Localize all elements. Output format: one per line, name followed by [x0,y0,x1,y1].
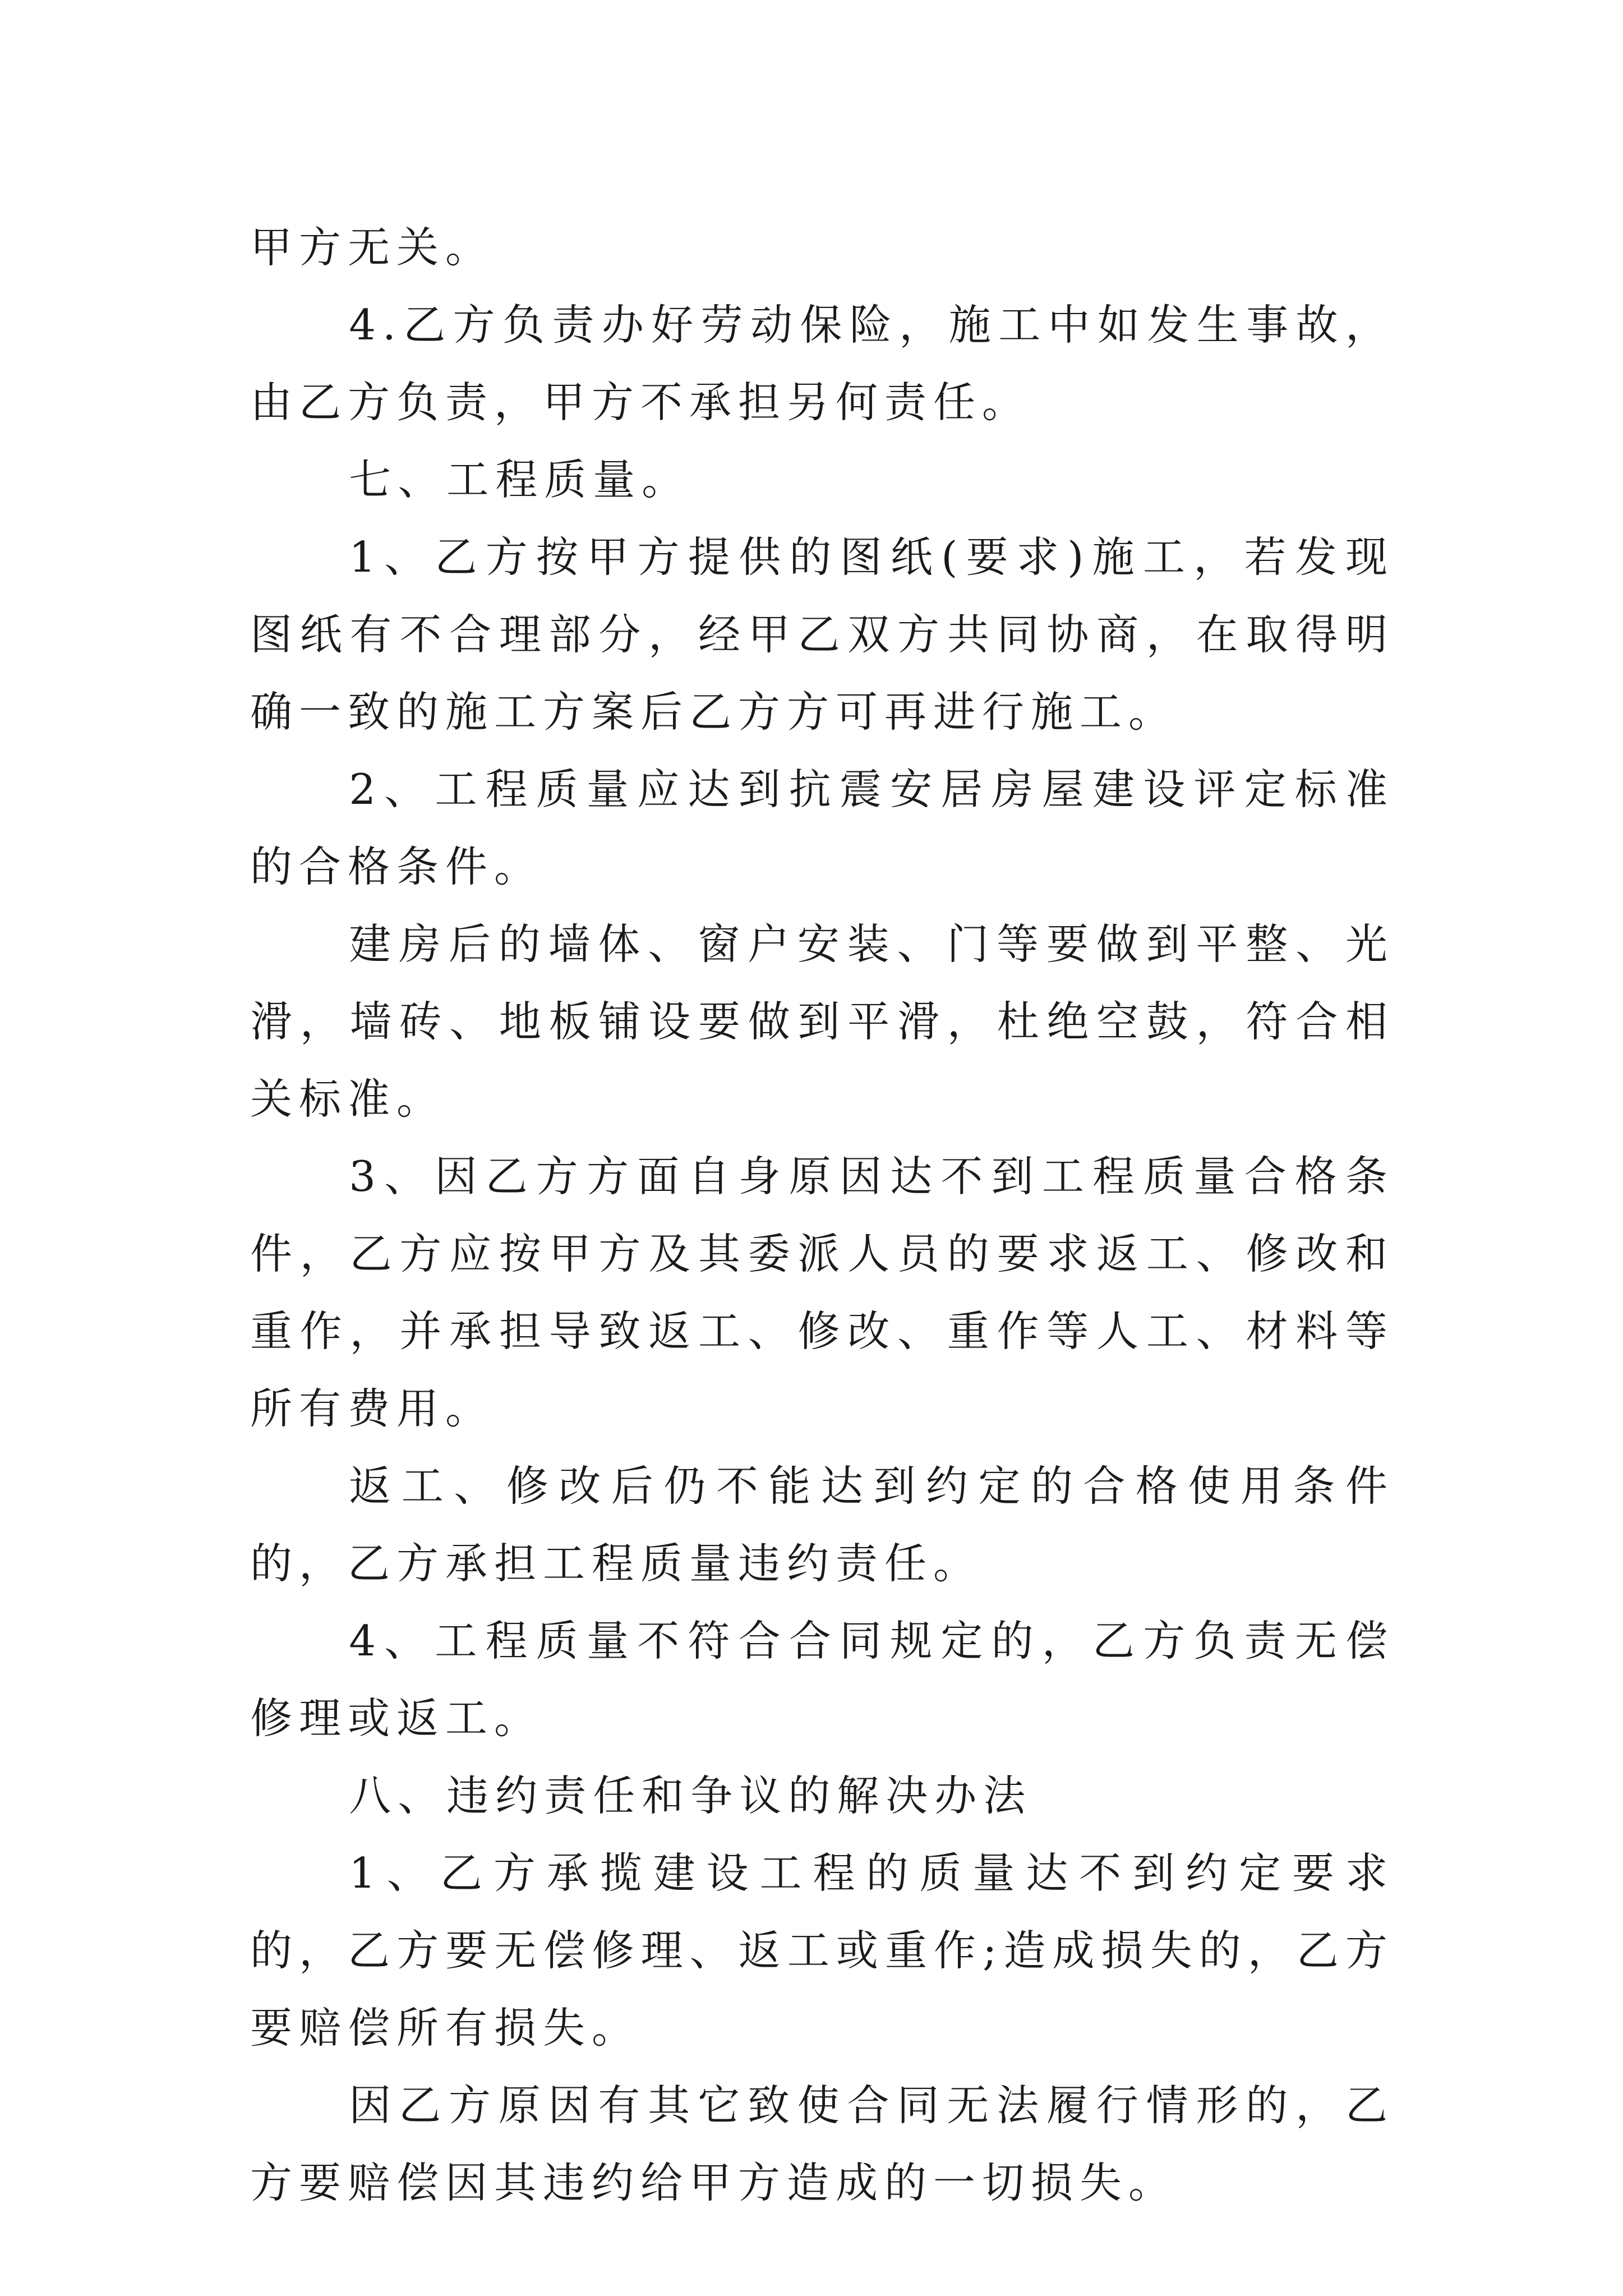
paragraph-labor-insurance: 4.乙方负责办好劳动保险，施工中如发生事故，由乙方负责，甲方不承担另何责任。 [250,300,1394,427]
document-body [250,209,1394,2221]
paragraph-liability-1-detail: 因乙方原因有其它致使合同无法履行情形的，乙方要赔偿因其违约给甲方造成的一切损失。 [250,2081,1394,2207]
paragraph-liability-1: 1、乙方承揽建设工程的质量达不到约定要求的，乙方要无偿修理、返工或重作;造成损失的，乙方要赔偿所有损失。 [250,1848,1394,2053]
paragraph-quality-1: 1、乙方按甲方提供的图纸(要求)施工，若发现图纸有不合理部分，经甲乙双方共同协商，在取得明确一致的施工方案后乙方方可再进行施工。 [250,532,1394,737]
section-heading-liability: 八、违约责任和争议的解决办法 [349,1771,1032,1820]
paragraph-continuation: 甲方无关。 [250,223,495,272]
paragraph-quality-2: 2、工程质量应达到抗震安居房屋建设评定标准的合格条件。 [250,765,1394,891]
section-heading-quality: 七、工程质量。 [349,455,691,504]
paragraph-quality-2-detail: 建房后的墙体、窗户安装、门等要做到平整、光滑，墙砖、地板铺设要做到平滑，杜绝空鼓，符合相关标准。 [250,919,1394,1124]
paragraph-quality-3: 3、因乙方方面自身原因达不到工程质量合格条件，乙方应按甲方及其委派人员的要求返工、修改和重作，并承担导致返工、修改、重作等人工、材料等所有费用。 [250,1152,1394,1433]
paragraph-quality-3-detail: 返工、修改后仍不能达到约定的合格使用条件的，乙方承担工程质量违约责任。 [250,1461,1394,1588]
paragraph-quality-4: 4、工程质量不符合合同规定的，乙方负责无偿修理或返工。 [250,1616,1394,1743]
